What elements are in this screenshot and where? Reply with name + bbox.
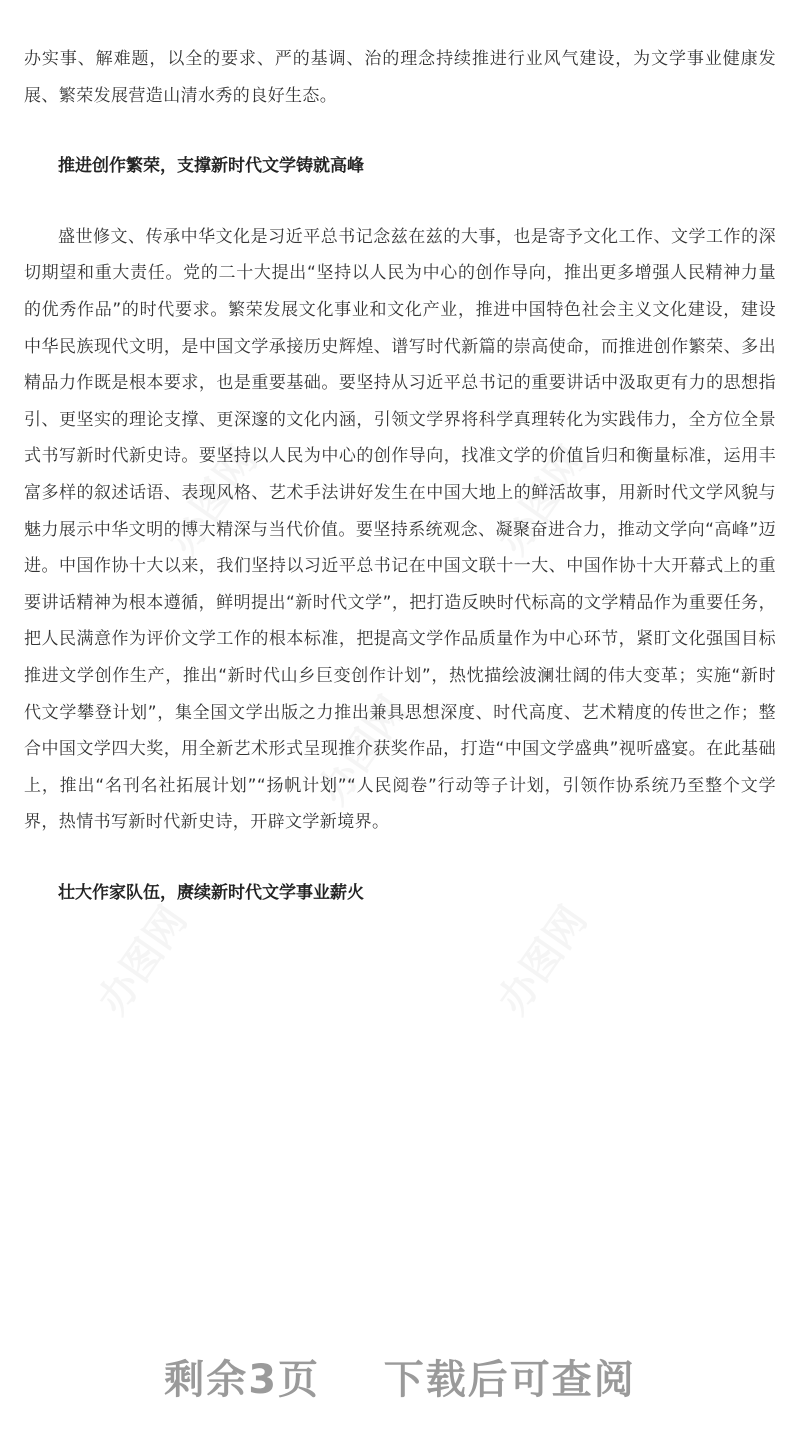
watermark: 办图网 <box>89 898 197 1023</box>
section-heading: 壮大作家队伍，赓续新时代文学事业薪火 <box>58 882 364 903</box>
watermark: 办图网 <box>489 438 597 563</box>
watermark: 办图网 <box>489 898 597 1023</box>
watermark: 办图网 <box>159 438 267 563</box>
watermark: 办图网 <box>309 688 417 813</box>
section-heading: 推进创作繁荣，支撑新时代文学铸就高峰 <box>58 156 364 177</box>
remaining-pages-notice: 剩余3页 下载后可查阅 <box>164 1357 636 1403</box>
document-body <box>24 41 776 911</box>
body-paragraph: 盛世修文、传承中华文化是习近平总书记念兹在兹的大事，也是寄予文化工作、文学工作的深切期望和重大责任。党的二十大提出“坚持以人民为中心的创作导向，推出更多增强人民精神力量的优秀作品”的时代要求。繁荣发展文化事业和文化产业，推进中国特色社会主义文化建设，建设中华民族现代文明，是中国文学承接历史辉煌、谱写时代新篇的崇高使命，而推进创作繁荣、多出精品力作既是根本要求，也是重要基础。要坚持从习近平总书记的重要讲话中汲取更有力的思想指引、更坚实的理论支撑、更深邃的文化内涵，引领文学界将科学真理转化为实践伟力，全方位全景式书写新时代新史诗。要坚持以人民为中心的创作导向，找准文学的价值旨归和衡量标准，运用丰富多样的叙述话语、表现风格、艺术手法讲好发生在中国大地上的鲜活故事，用新时代文学风貌与魅力展示中华文明的博大精深与当代价值。要坚持系统观念、凝聚奋进合力，推动文学向“高峰”迈进。中国作协十大以来，我们坚持以习近平总书记在中国文联十一大、中国作协十大开幕式上的重要讲话精神为根本遵循，鲜明提出“新时代文学”，把打造反映时代标高的文学精品作为重要任务，把人民满意作为评价文学工作的根本标准，把提高文学作品质量作为中心环节，紧盯文化强国目标推进文学创作生产，推出“新时代山乡巨变创作计划”，热忱描绘波澜壮阔的伟大变革；实施“新时代文学攀登计划”，集全国文学出版之力推出兼具思想深度、时代高度、艺术精度的传世之作；整合中国文学四大奖，用全新艺术形式呈现推介获奖作品，打造“中国文学盛典”视听盛宴。在此基础上，推出“名刊名社拓展计划”“扬帆计划”“人民阅卷”行动等子计划，引领作协系统乃至整个文学界，热情书写新时代新史诗，开辟文学新境界。 <box>24 226 776 833</box>
body-paragraph: 办实事、解难题，以全的要求、严的基调、治的理念持续推进行业风气建设，为文学事业健康发展、繁荣发展营造山清水秀的良好生态。 <box>24 49 776 106</box>
